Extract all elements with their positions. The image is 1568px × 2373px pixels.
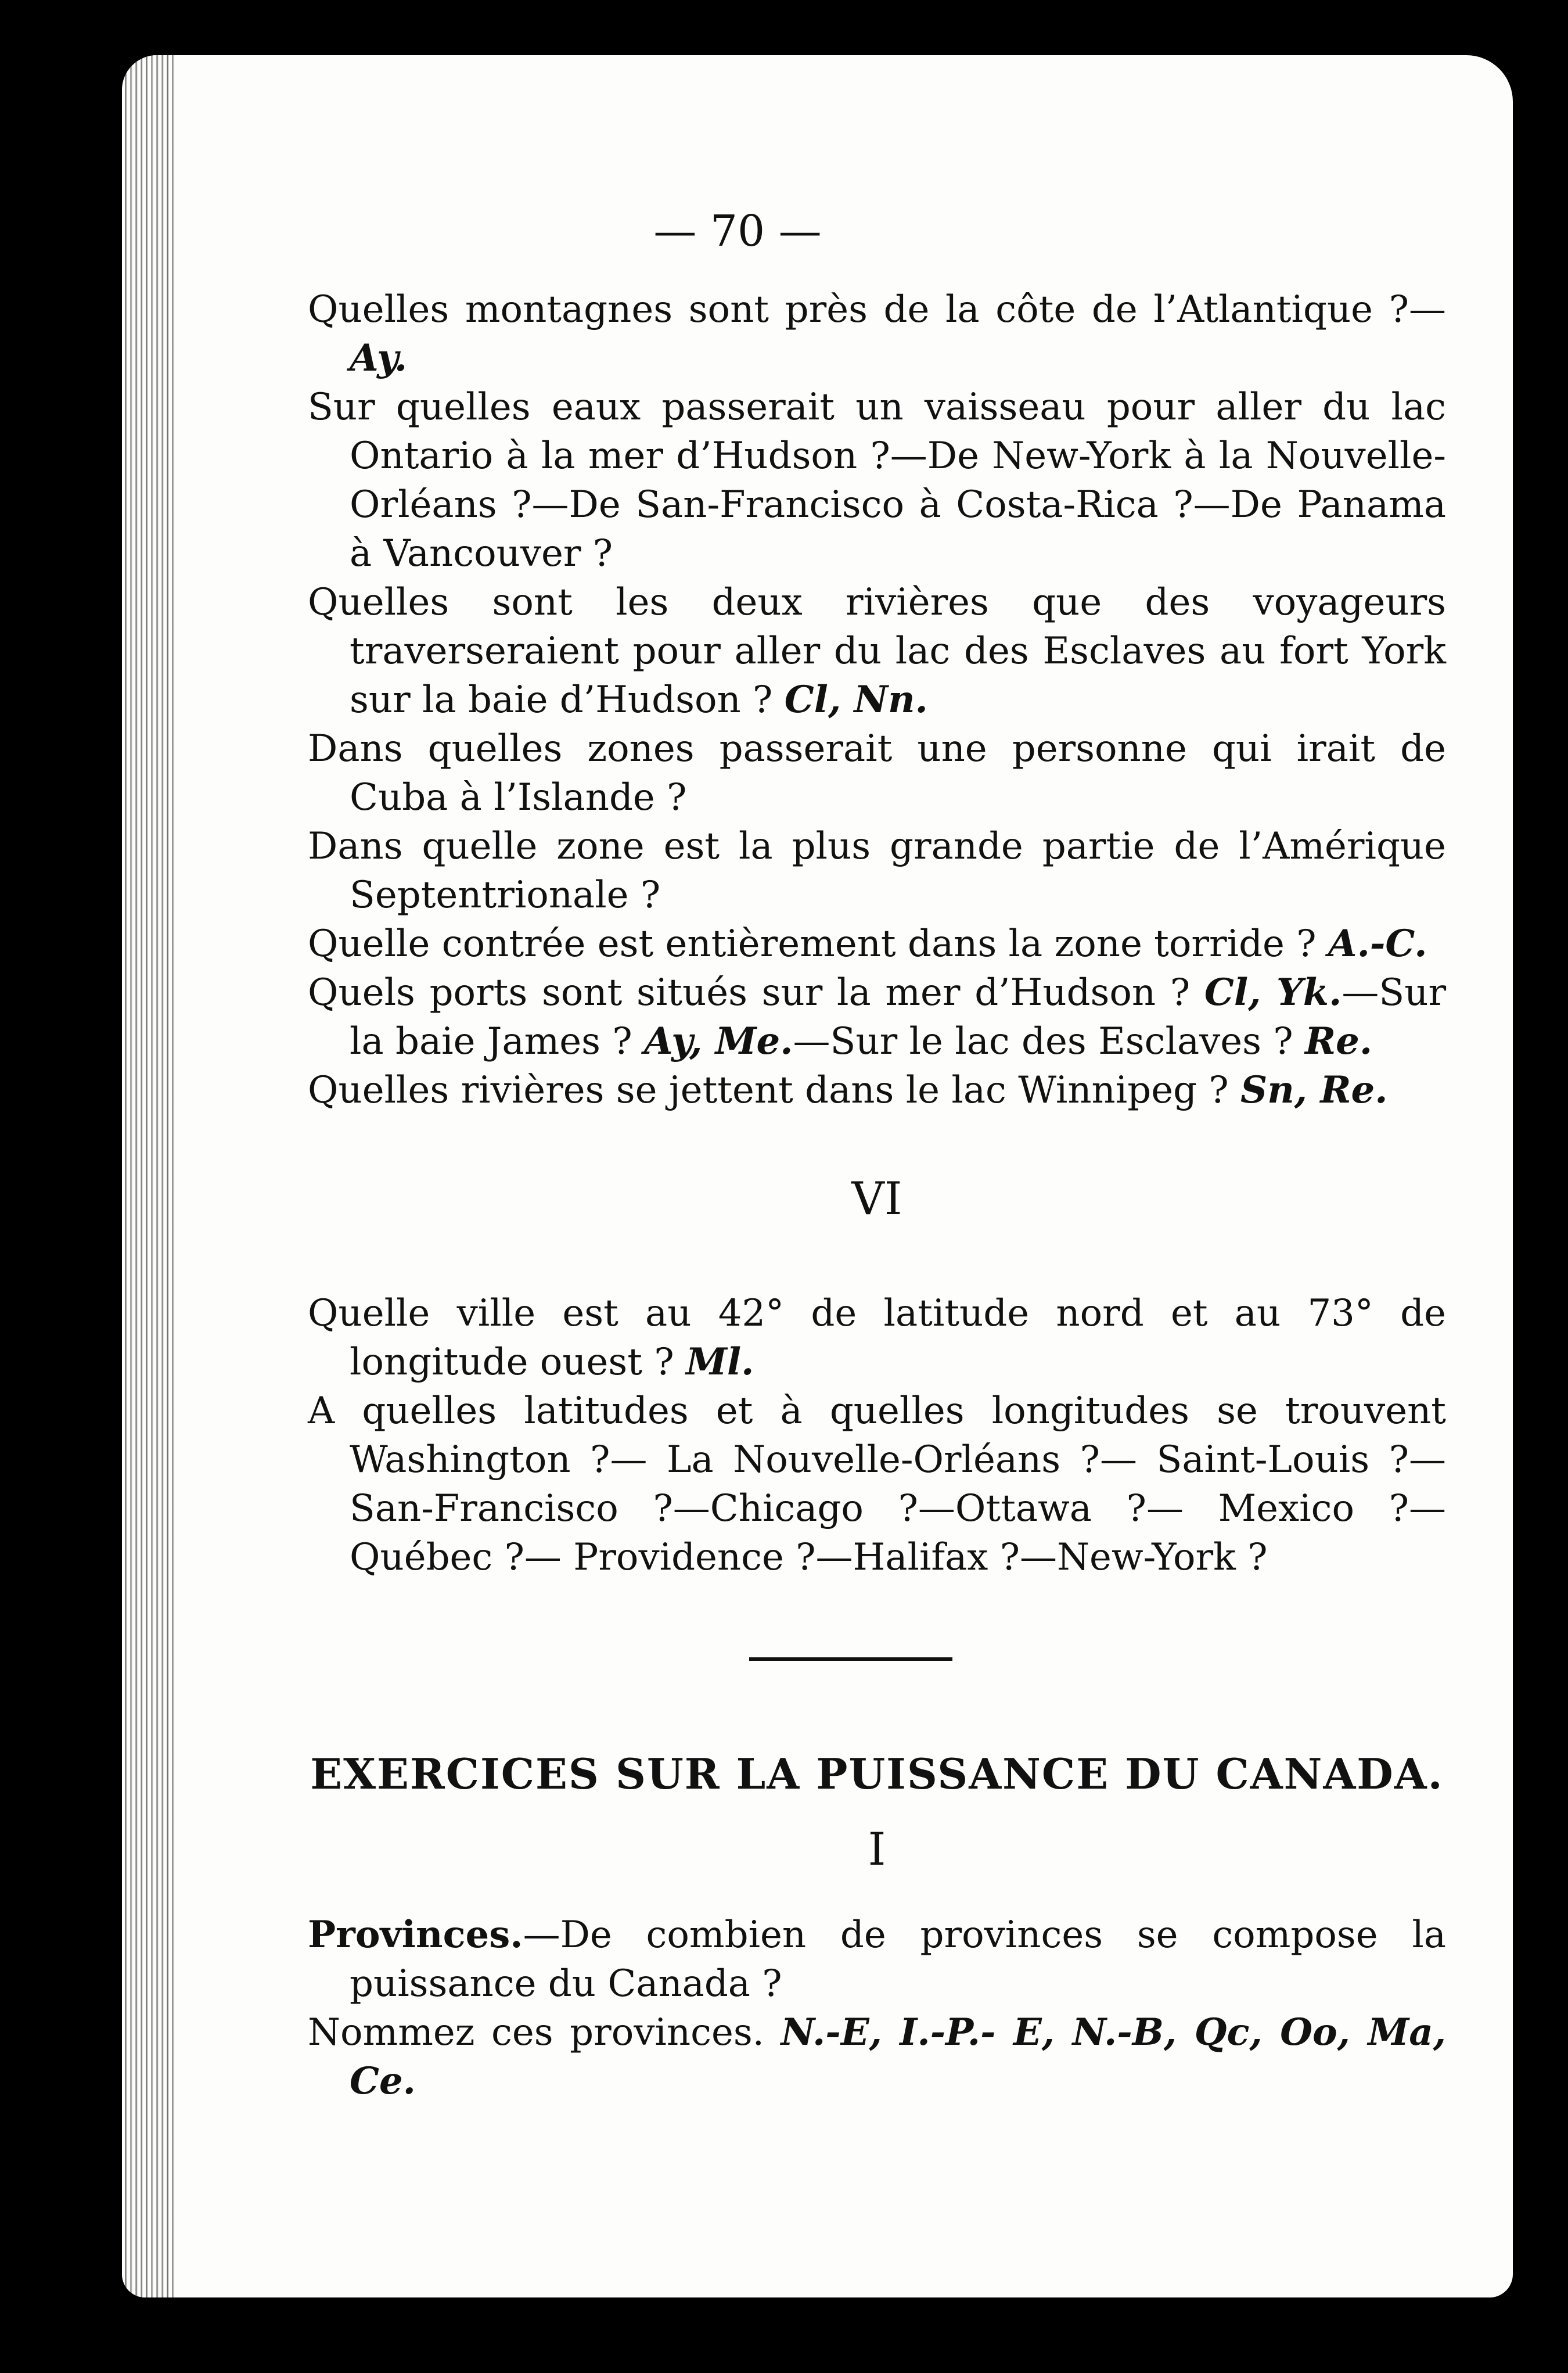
- page-number: — 70 —: [653, 206, 822, 256]
- divider-rule: [749, 1657, 952, 1661]
- question-5: Dans quelle zone est la plus grande partie de l’Amérique Septentrionale ?: [308, 825, 1446, 917]
- question-vi-1: Quelle ville est au 42° de latitude nord et au 73° de longitude ouest ? Ml.: [308, 1292, 1446, 1384]
- question-4: Dans quelles zones passerait une personne qui irait de Cuba à l’Islande ?: [308, 727, 1446, 819]
- question-6: Quelle contrée est entièrement dans la zone torride ? A.-C.: [308, 922, 1427, 965]
- chapter-heading: EXERCICES SUR LA PUISSANCE DU CANADA.: [310, 1749, 1444, 1798]
- question-2: Sur quelles eaux passerait un vaisseau pour aller du lac Ontario à la mer d’Hudson ?—De New-York à la Nouvelle-Orléans ?—De San-Francisco à Costa-Rica ?—De Panama à Vancouver ?: [308, 386, 1446, 575]
- question-7: Quels ports sont situés sur la mer d’Hudson ? Cl, Yk.—Sur la baie James ? Ay, Me.—Sur le lac des Esclaves ? Re.: [308, 971, 1447, 1063]
- question-8: Quelles rivières se jettent dans le lac Winnipeg ? Sn, Re.: [308, 1068, 1388, 1112]
- question-names: Nommez ces provinces. N.-E, I.-P.- E, N.-B, Qc, Oo, Ma, Ce.: [308, 2011, 1447, 2103]
- question-3: Quelles sont les deux rivières que des voyageurs traverseraient pour aller du lac des Esclaves au fort York sur la baie d’Hudson ? Cl, Nn.: [308, 581, 1446, 721]
- page-edge-texture: [122, 55, 174, 2297]
- section-number-i: I: [868, 1823, 886, 1876]
- book-page: [122, 55, 1513, 2297]
- question-1: Quelles montagnes sont près de la côte de l’Atlantique ?— Ay.: [308, 288, 1446, 380]
- question-vi-2: A quelles latitudes et à quelles longitudes se trouvent Washington ?— La Nouvelle-Orléans ?— Saint-Louis ?— San-Francisco ?—Chicago ?—Ottawa ?— Mexico ?— Québec ?— Providence ?—Halifax ?—New-York ?: [308, 1390, 1446, 1579]
- section-number-vi: VI: [851, 1173, 902, 1225]
- page-content: [308, 206, 1446, 2106]
- question-provinces: Provinces.—De combien de provinces se compose la puissance du Canada ?: [308, 1913, 1446, 2005]
